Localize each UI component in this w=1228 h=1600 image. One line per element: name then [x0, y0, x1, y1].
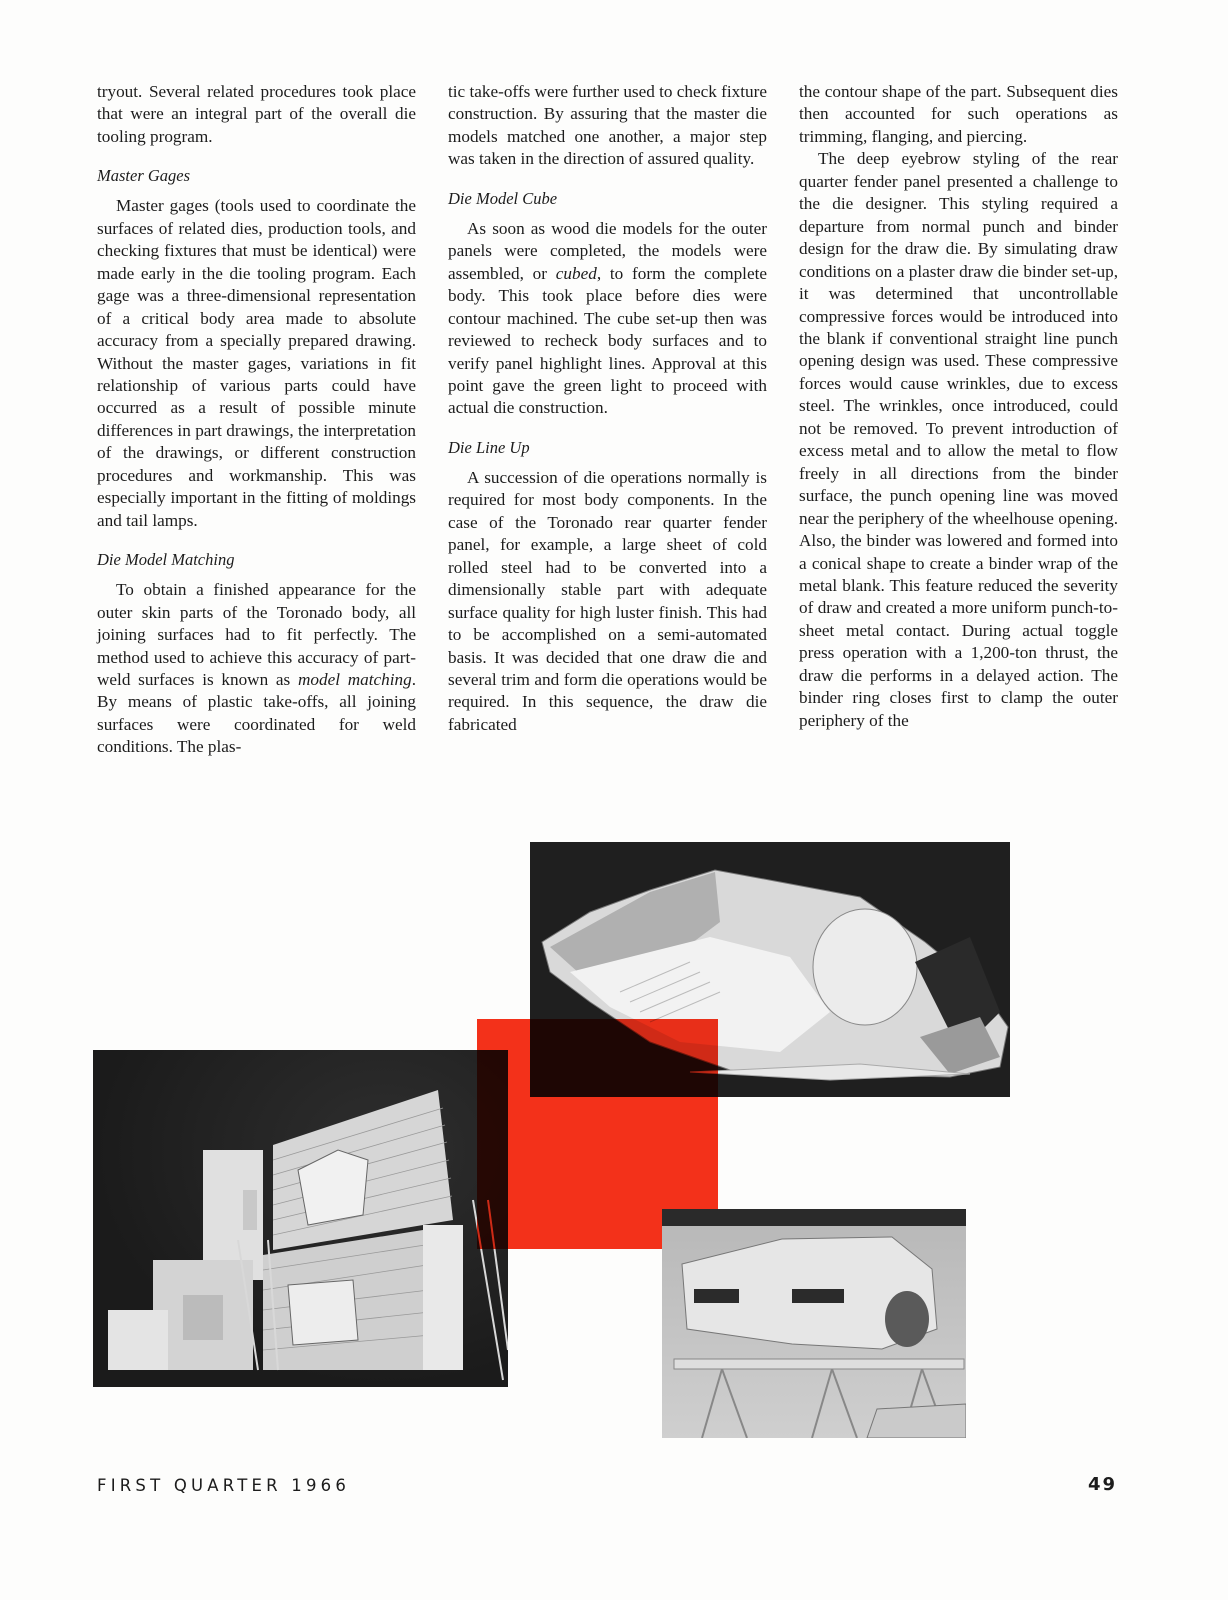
- text-run: As soon as wood die models for the outer panels were completed, the models were assembled, or: [448, 218, 767, 283]
- text-column-3: [799, 81, 1118, 732]
- section-heading-die-line-up: Die Line Up: [448, 437, 530, 457]
- text-column-1: [97, 81, 416, 759]
- section-heading-master-gages: Master Gages: [97, 166, 191, 186]
- section-heading-die-model-cube: Die Model Cube: [448, 188, 558, 208]
- paragraph: A succession of die operations normally is required for most body components. In the case of the Toronado rear quarter fender panel, for example, a large sheet of cold rolled steel had to be converted into a dimensionally stable part with adequate surface quality for high luster finish. This had to be accomplished on a semi-automated basis. It was decided that one draw die and several trim and form die operations would be required. In this sequence, the draw die fabricated: [448, 467, 767, 734]
- paragraph: [448, 218, 767, 420]
- car-fixture-icon: [662, 1209, 966, 1438]
- paragraph: tic take-offs were further used to check fixture construction. By assuring that the master die models matched one another, a major step was taken in the direction of assured quality.: [448, 82, 767, 169]
- text-run: To obtain a finished appearance for the outer skin parts of the Toronado body, all joining surfaces had to fit perfectly. The method used to achieve this accuracy of part-weld surfaces is known as: [97, 580, 416, 689]
- issue-label: FIRST QUARTER 1966: [97, 1476, 351, 1495]
- text-run: . By means of plastic take-offs, all joining surfaces were coordinated for weld conditions. The plas-: [97, 669, 416, 757]
- page-number: 49: [1088, 1474, 1118, 1495]
- paragraph: the contour shape of the part. Subsequent dies then accounted for such operations as trimming, flanging, and piercing.: [799, 82, 1118, 146]
- italic-term: model matching: [297, 669, 412, 689]
- text-run: , to form the complete body. This took place before dies were contour machined. The cube set-up then was reviewed to recheck body surfaces and to verify panel highlight lines. Approval at this point gave the green light to proceed with actual die construction.: [448, 263, 767, 418]
- italic-term: cubed: [555, 263, 597, 283]
- paragraph: The deep eyebrow styling of the rear quarter fender panel presented a challenge to the die designer. This styling required a departure from normal punch and binder design for the draw die. By simulating draw conditions on a plaster draw die binder set-up, it was determined that uncontrollable compressive forces would be introduced into the blank if conventional straight line punch opening design was used. These compressive forces would cause wrinkles, due to excess steel. The wrinkles, once introduced, could not be removed. To prevent introduction of excess metal and to allow the metal to flow freely in all directions from the binder surface, the punch opening line was moved near the periphery of the wheelhouse opening. Also, the binder was lowered and formed into a conical shape to create a binder wrap of the metal blank. This feature reduced the severity of draw and created a more uniform punch-to-sheet metal contact. During actual toggle press operation with a 1,200-ton thrust, the draw die performs in a delayed action. The binder ring closes first to clamp the outer periphery of the: [799, 149, 1118, 730]
- text-column-2: [448, 81, 767, 736]
- car-body-on-checking-fixture-illustration: [662, 1209, 966, 1438]
- paragraph: Master gages (tools used to coordinate the surfaces of related dies, production tools, and checking fixtures that must be identical) were made early in the die tooling program. Each gage was a three-dimensional representation of a critical body area made to absolute accuracy from a specially prepared drawing. Without the master gages, variations in fit relationship of various parts could have occurred as a result of possible minute differences in part drawings, the interpretation of the drawings, or different construction procedures and workmanship. This was especially important in the fitting of moldings and tail lamps.: [97, 196, 416, 530]
- section-heading-die-model-matching: Die Model Matching: [97, 550, 235, 570]
- paragraph: [97, 579, 416, 759]
- paragraph: tryout. Several related procedures took place that were an integral part of the overall die tooling program.: [97, 82, 416, 146]
- die-press-icon: [93, 1050, 508, 1387]
- die-model-press-illustration: [93, 1050, 508, 1387]
